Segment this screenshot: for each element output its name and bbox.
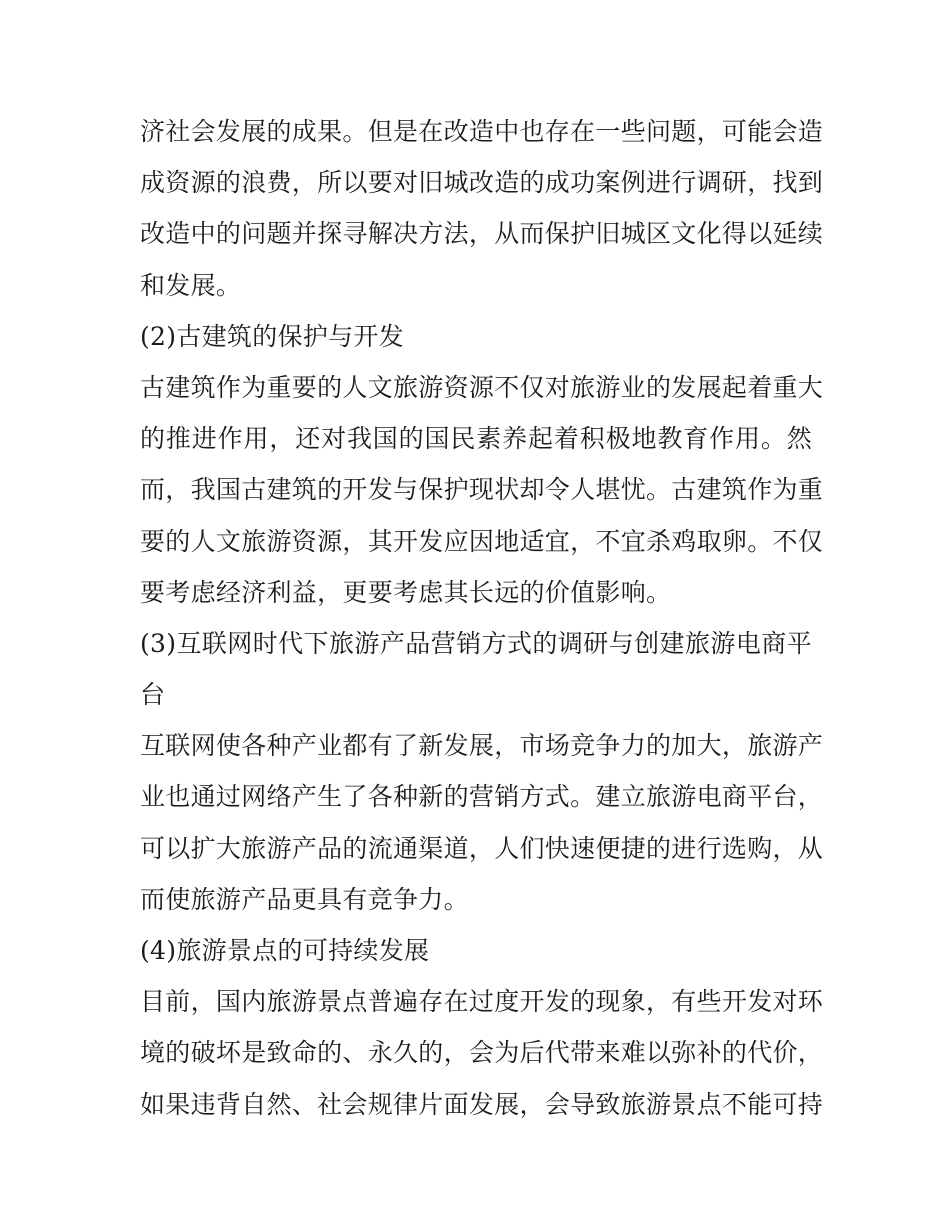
body-text-line: 改造中的问题并探寻解决方法，从而保护旧城区文化得以延续 bbox=[140, 219, 824, 249]
body-text-line: 可以扩大旅游产品的流通渠道，人们快速便捷的进行选购，从 bbox=[140, 833, 824, 863]
body-text-line: 业也通过网络产生了各种新的营销方式。建立旅游电商平台， bbox=[140, 782, 824, 812]
body-text-line: 如果违背自然、社会规律片面发展，会导致旅游景点不能可持 bbox=[140, 1089, 824, 1119]
body-text-line: 境的破坏是致命的、永久的，会为后代带来难以弥补的代价， bbox=[140, 1038, 824, 1068]
section-heading: (2)古建筑的保护与开发 bbox=[140, 321, 405, 351]
body-text-line: 目前，国内旅游景点普遍存在过度开发的现象，有些开发对环 bbox=[140, 987, 824, 1017]
body-text-line: 而使旅游产品更具有竞争力。 bbox=[140, 884, 469, 914]
body-text-line: 要考虑经济利益，更要考虑其长远的价值影响。 bbox=[140, 577, 672, 607]
body-text-line: 要的人文旅游资源，其开发应因地适宜，不宜杀鸡取卵。不仅 bbox=[140, 526, 824, 556]
body-text-line: 互联网使各种产业都有了新发展，市场竞争力的加大，旅游产 bbox=[140, 731, 824, 761]
section-heading: (3)互联网时代下旅游产品营销方式的调研与创建旅游电商平 bbox=[140, 628, 812, 658]
body-text-line: 而，我国古建筑的开发与保护现状却令人堪忧。古建筑作为重 bbox=[140, 475, 824, 505]
body-text-line: 成资源的浪费，所以要对旧城改造的成功案例进行调研，找到 bbox=[140, 168, 824, 198]
document-page bbox=[140, 106, 824, 1130]
body-text-line: 古建筑作为重要的人文旅游资源不仅对旅游业的发展起着重大 bbox=[140, 372, 824, 402]
body-text-line: 的推进作用，还对我国的国民素养起着积极地教育作用。然 bbox=[140, 424, 812, 454]
section-heading: (4)旅游景点的可持续发展 bbox=[140, 936, 430, 965]
section-heading: 台 bbox=[140, 680, 166, 710]
body-text-line: 济社会发展的成果。但是在改造中也存在一些问题，可能会造 bbox=[140, 117, 824, 146]
body-text-line: 和发展。 bbox=[140, 270, 242, 300]
